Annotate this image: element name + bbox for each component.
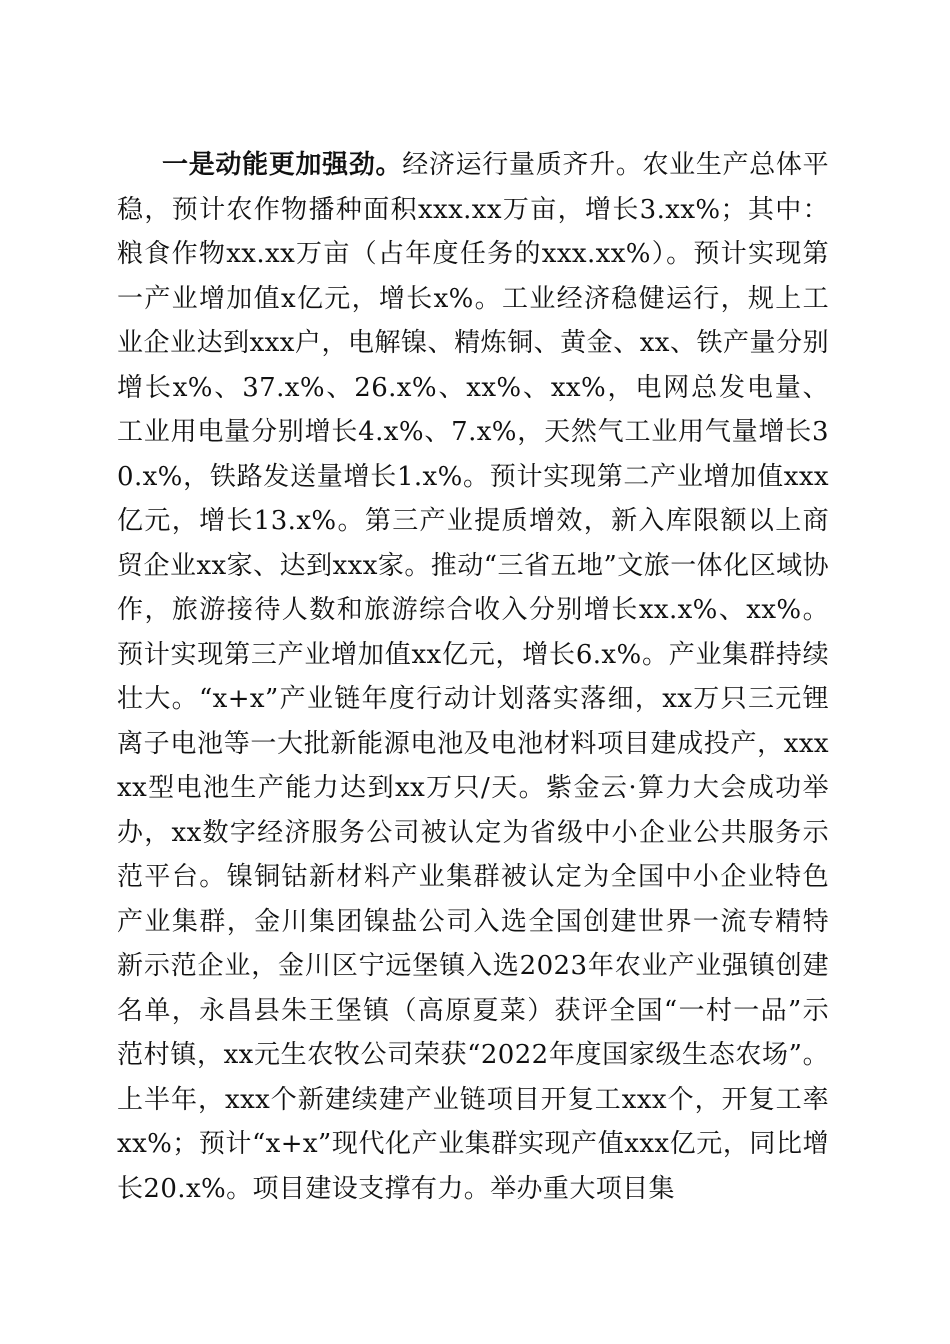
body-paragraph xyxy=(117,143,829,1211)
lead-heading: 一是动能更加强劲。 xyxy=(162,150,403,180)
paragraph-text: 经济运行量质齐升。农业生产总体平稳，预计农作物播种面积xxx.xx万亩，增长3.xx%；其中：粮食作物xx.xx万亩（占年度任务的xxx.xx%）。预计实现第一产业增加值x亿元，增长x%。工业经济稳健运行，规上工业企业达到xxx户，电解镍、精炼铜、黄金、xx、铁产量分别增长x%、37.x%、26.x%、xx%、xx%，电网总发电量、工业用电量分别增长4.x%、7.x%，天然气工业用气量增长30.x%，铁路发送量增长1.x%。预计实现第二产业增加值xxx亿元，增长13.x%。第三产业提质增效，新入库限额以上商贸企业xx家、达到xxx家。推动“三省五地”文旅一体化区域协作，旅游接待人数和旅游综合收入分别增长xx.x%、xx%。预计实现第三产业增加值xx亿元，增长6.x%。产业集群持续壮大。“x+x”产业链年度行动计划落实落细，xx万只三元锂离子电池等一大批新能源电池及电池材料项目建成投产，xxxxx型电池生产能力达到xx万只/天。紫金云·算力大会成功举办，xx数字经济服务公司被认定为省级中小企业公共服务示范平台。镍铜钴新材料产业集群被认定为全国中小企业特色产业集群，金川集团镍盐公司入选全国创建世界一流专精特新示范企业，金川区宁远堡镇入选2023年农业产业强镇创建名单，永昌县朱王堡镇（高原夏菜）获评全国“一村一品”示范村镇，xx元生农牧公司荣获“2022年度国家级生态农场”。上半年，xxx个新建续建产业链项目开复工xxx个，开复工率xx%；预计“x+x”现代化产业集群实现产值xxx亿元，同比增长20.x%。项目建设支撑有力。举办重大项目集 xyxy=(117,150,829,1204)
